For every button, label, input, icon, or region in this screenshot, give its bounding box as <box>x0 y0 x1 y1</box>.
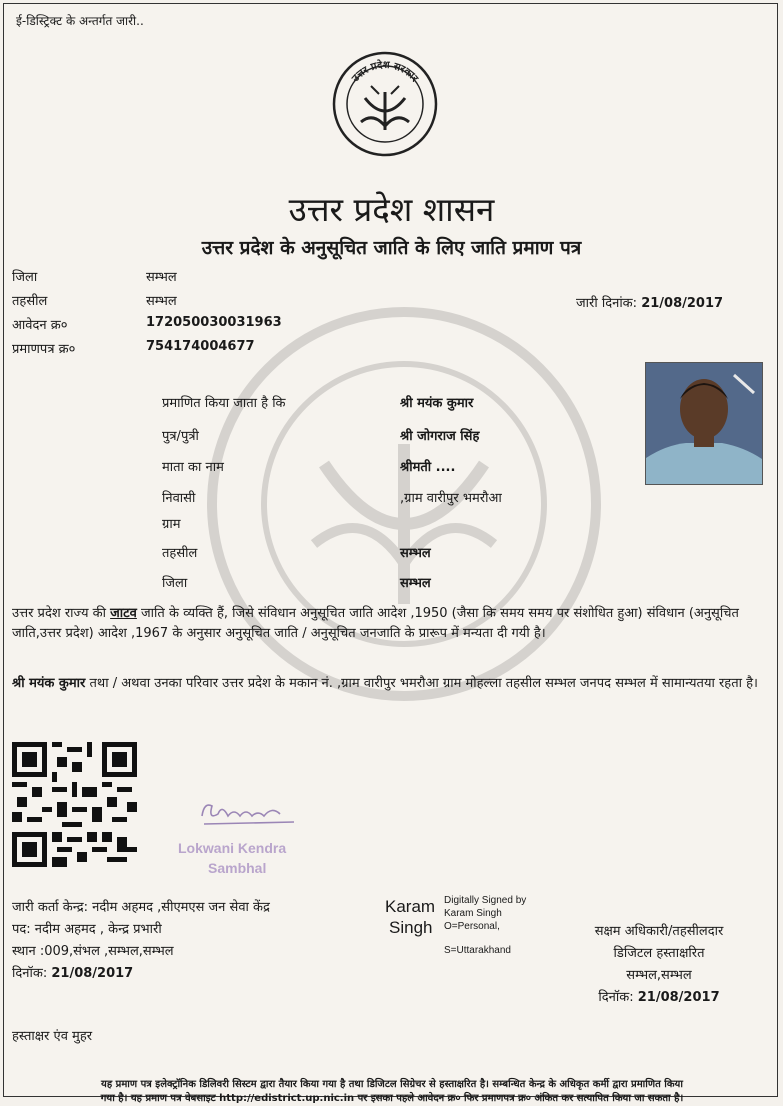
dsig-name-2: Singh <box>389 918 433 937</box>
tehsil-label: तहसील <box>12 294 48 309</box>
mother-label: माता का नाम <box>162 460 224 475</box>
officer-digital-signed: डिजिटल हस्ताक्षरित <box>613 946 705 961</box>
kendra-line-1: जारी कर्ता केन्द्र: नदीम अहमद ,सीएमएस जन सेवा केंद्र <box>12 900 270 915</box>
top-note: ई-डिस्ट्रिक्ट के अन्तर्गत जारी.. <box>16 14 144 28</box>
district-value: सम्भल <box>146 270 177 285</box>
para2-name: श्री मयंक कुमार <box>12 676 86 691</box>
detail-district-value: सम्भल <box>400 576 431 591</box>
up-government-emblem <box>331 50 439 158</box>
kendra-date <box>12 963 133 981</box>
svg-text:उत्तर प्रदेश सरकार <box>349 58 420 85</box>
detail-district-label: जिला <box>162 576 188 591</box>
district-label: जिला <box>12 270 38 285</box>
application-no-value: 172050030031963 <box>146 315 282 330</box>
officer-title: सक्षम अधिकारी/तहसीलदार <box>594 924 724 939</box>
footer-note <box>12 1078 772 1106</box>
certificate-no-value: 754174004677 <box>146 339 255 354</box>
kendra-line-3: स्थान :009,संभल ,सम्भल,सम्भल <box>12 944 174 959</box>
parent-label: पुत्र/पुत्री <box>162 429 199 444</box>
resident-value: ,ग्राम वारीपुर भमरौआ <box>400 491 502 506</box>
caste-name: जाटव <box>110 606 137 621</box>
issue-date-label: जारी दिनांक: <box>576 296 638 311</box>
dsig-name-1: Karam <box>385 897 436 916</box>
father-name: श्री जोगराज सिंह <box>400 429 480 444</box>
residence-paragraph <box>12 674 764 694</box>
dsig-line-2: Karam Singh <box>444 908 502 919</box>
officer-place: सम्भल,सम्भल <box>626 968 692 983</box>
dsig-line-1: Digitally Signed by <box>444 895 527 906</box>
certificate-no-label: प्रमाणपत्र क्र० <box>12 342 76 357</box>
emblem-text: उत्तर प्रदेश सरकार <box>350 59 420 85</box>
officer-date-value: 21/08/2017 <box>637 990 720 1005</box>
mother-name: श्रीमती .... <box>400 460 456 475</box>
officer-date-label: दिनॉक: <box>598 990 634 1005</box>
detail-tehsil-value: सम्भल <box>400 546 431 561</box>
applicant-name: श्री मयंक कुमार <box>400 396 474 411</box>
application-no-label: आवेदन क्र० <box>12 318 68 333</box>
para1-post: जाति के व्यक्ति हैं, जिसे संविधान अनुसूचित जाति आदेश ,1950 (जैसा कि समय समय पर संशोधित हुआ) संविधान (अनुसूचित जाति,उत्तर प्रदेश) आदेश ,1967 के अनुसार अनुसूचित जाति / अनुसूचित जनजाति के प्रारूप में मन्यता दी गयी है। <box>12 606 739 641</box>
stamp-line-2: Sambhal <box>208 860 267 876</box>
kendra-date-label: दिनॉक: <box>12 966 48 981</box>
handwritten-signature <box>194 794 304 834</box>
caste-paragraph <box>12 604 764 644</box>
government-title: उत्तर प्रदेश शासन <box>288 190 495 229</box>
tehsil-value: सम्भल <box>146 294 177 309</box>
certificate-page <box>3 3 778 1104</box>
village-label: ग्राम <box>162 517 181 532</box>
footer-line-1: यह प्रमाण पत्र इलेक्ट्रॉनिक डिलिवरी सिस्टम द्वारा तैयार किया गया है तथा डिजिटल सिग्रेचर से हस्ताक्षरित है। सम्बन्धित केन्द्र के अधिकृत कर्मी द्वारा प्रमाणित किया <box>101 1079 683 1090</box>
officer-date <box>564 987 754 1005</box>
certify-label: प्रमाणित किया जाता है कि <box>162 396 286 411</box>
kendra-line-2: पद: नदीम अहमद , केन्द्र प्रभारी <box>12 922 162 937</box>
certificate-title: उत्तर प्रदेश के अनुसूचित जाति के लिए जाति प्रमाण पत्र <box>201 237 582 259</box>
dsig-line-4: S=Uttarakhand <box>444 945 511 956</box>
para2-rest: तथा / अथवा उनका परिवार उत्तर प्रदेश के मकान नं. ,ग्राम वारीपुर भमरौआ ग्राम मोहल्ला तहसील सम्भल जनपद सम्भल में सामान्यतया रहता है। <box>85 676 758 691</box>
issue-date <box>576 293 723 311</box>
issue-date-value: 21/08/2017 <box>641 296 724 311</box>
qr-code <box>12 742 137 867</box>
detail-tehsil-label: तहसील <box>162 546 198 561</box>
para1-pre: उत्तर प्रदेश राज्य की <box>12 606 111 621</box>
sign-and-seal: हस्ताक्षर एंव मुहर <box>12 1029 93 1044</box>
applicant-photo <box>645 362 763 485</box>
stamp-line-1: Lokwani Kendra <box>178 840 287 856</box>
footer-line-2: गया है। यह प्रमाण पत्र वेबसाइट http://edistrict.up.nic.in पर इसका पहले आवेदन क्र० फिर प्रमाणपत्र क्र० अंकित कर सत्यापित किया जा सकता है। <box>100 1093 684 1104</box>
kendra-date-value: 21/08/2017 <box>51 966 134 981</box>
dsig-line-3: O=Personal, <box>444 921 500 932</box>
resident-label: निवासी <box>162 491 196 506</box>
